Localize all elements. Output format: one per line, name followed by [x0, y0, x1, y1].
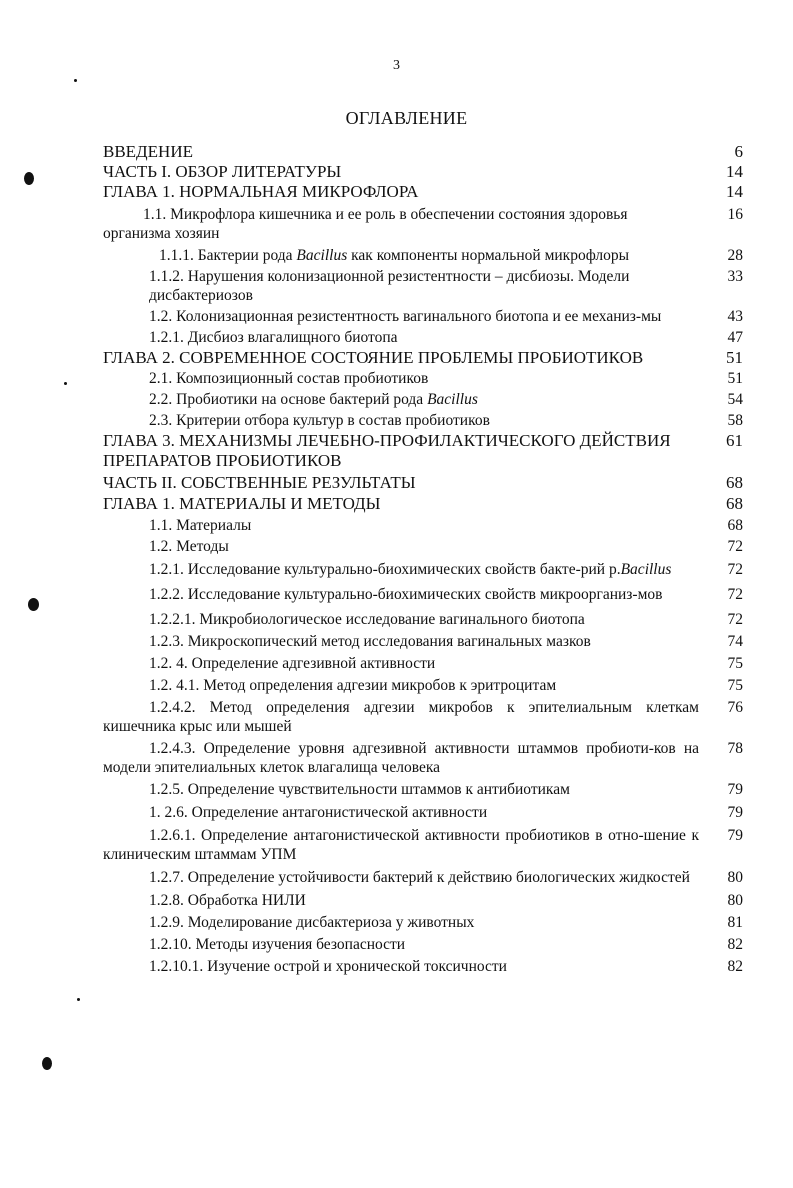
table-of-contents: [103, 142, 743, 976]
toc-chapter-entry: [103, 162, 743, 182]
toc-entry-title: ГЛАВА 2. СОВРЕМЕННОЕ СОСТОЯНИЕ ПРОБЛЕМЫ ПРОБИОТИКОВ: [103, 348, 644, 367]
toc-entry: [103, 205, 743, 243]
toc-entry-title: ЧАСТЬ I. ОБЗОР ЛИТЕРАТУРЫ: [103, 162, 342, 181]
toc-entry-page: 47: [727, 329, 743, 346]
toc-entry-page: 82: [727, 958, 743, 975]
toc-entry-page: 51: [726, 348, 743, 367]
genus-name: Bacillus: [427, 391, 478, 408]
toc-entry-title: 1.2.5. Определение чувствительности штаммов к антибиотикам: [149, 781, 570, 798]
toc-chapter-entry: [103, 431, 743, 471]
toc-entry: [103, 585, 743, 604]
toc-entry: [103, 739, 743, 777]
page-number: 3: [393, 58, 400, 73]
toc-entry-page: 72: [727, 586, 743, 603]
toc-entry-title: ГЛАВА 3. МЕХАНИЗМЫ ЛЕЧЕБНО-ПРОФИЛАКТИЧЕСКОГО ДЕЙСТВИЯ ПРЕПАРАТОВ ПРОБИОТИКОВ: [103, 431, 671, 470]
toc-entry-page: 80: [727, 892, 743, 909]
toc-entry-title: 1.2. Колонизационная резистентность вагинального биотопа и ее механиз-мы: [149, 308, 662, 325]
toc-entry-title: 1.1. Микрофлора кишечника и ее роль в обеспечении состояния здоровья организма хозяин: [103, 206, 628, 242]
toc-entry-page: 75: [727, 677, 743, 694]
toc-entry-page: 43: [727, 308, 743, 325]
toc-chapter-entry: [103, 182, 743, 202]
toc-entry-page: 58: [727, 412, 743, 429]
toc-entry-page: 80: [727, 869, 743, 886]
toc-chapter-entry: [103, 473, 743, 493]
toc-entry: [103, 267, 743, 305]
toc-entry-title: 1.2.10.1. Изучение острой и хронической токсичности: [149, 958, 507, 975]
toc-entry: [103, 935, 743, 954]
toc-entry-page: 33: [727, 268, 743, 285]
toc-chapter-entry: [103, 494, 743, 514]
toc-entry-page: 14: [726, 182, 743, 201]
toc-entry: [103, 246, 743, 265]
toc-entry: [103, 516, 743, 535]
toc-entry-title: 1.2.10. Методы изучения безопасности: [149, 936, 406, 953]
toc-entry-page: 72: [727, 538, 743, 555]
toc-entry-page: 81: [727, 914, 743, 931]
toc-chapter-entry: [103, 142, 743, 162]
toc-entry: [103, 610, 743, 629]
scan-speck: [74, 79, 77, 82]
scan-speck: [64, 382, 67, 385]
toc-entry-title: 1.2. Методы: [149, 538, 229, 555]
toc-entry: [103, 698, 743, 736]
toc-entry-title: ВВЕДЕНИЕ: [103, 142, 193, 161]
toc-entry-title: 2.3. Критерии отбора культур в состав пробиотиков: [149, 412, 490, 429]
toc-entry: [103, 632, 743, 651]
toc-entry: [103, 328, 743, 347]
toc-entry-title: 1.2.3. Микроскопический метод исследования вагинальных мазков: [149, 633, 591, 650]
toc-entry: [103, 826, 743, 864]
toc-entry-title: 1.2. 4.1. Метод определения адгезии микробов к эритроцитам: [149, 677, 557, 694]
toc-entry: [103, 803, 743, 822]
toc-entry-title: 1.2.8. Обработка НИЛИ: [149, 892, 306, 909]
toc-entry-page: 78: [727, 740, 743, 757]
scan-speck: [24, 172, 34, 185]
toc-entry-title: 1.2.7. Определение устойчивости бактерий к действию биологических жидкостей: [149, 869, 690, 886]
toc-entry-page: 79: [727, 827, 743, 844]
scan-speck: [28, 598, 39, 611]
toc-entry: [103, 369, 743, 388]
toc-entry: [103, 390, 743, 409]
toc-entry: [103, 654, 743, 673]
genus-name: Bacillus: [296, 247, 348, 264]
toc-chapter-entry: [103, 348, 743, 368]
toc-entry-title: 1.2.1. Дисбиоз влагалищного биотопа: [149, 329, 398, 346]
toc-entry-title: 1.2.2.1. Микробиологическое исследование вагинального биотопа: [149, 611, 585, 628]
toc-entry-page: 28: [727, 247, 743, 264]
toc-entry-page: 76: [727, 699, 743, 716]
toc-entry-page: 79: [727, 781, 743, 798]
toc-entry-page: 68: [726, 494, 743, 513]
toc-entry-page: 51: [727, 370, 743, 387]
toc-entry: [103, 307, 743, 326]
toc-entry: [103, 891, 743, 910]
toc-entry-title: 2.1. Композиционный состав пробиотиков: [149, 370, 429, 387]
toc-entry-title: 1.2.4.2. Метод определения адгезии микробов к эпителиальным клеткам кишечника крыс или мышей: [103, 699, 699, 735]
toc-entry-title: 1.2. 4. Определение адгезивной активности: [149, 655, 436, 672]
toc-entry-title: 1.2.9. Моделирование дисбактериоза у животных: [149, 914, 475, 931]
toc-entry: [103, 411, 743, 430]
toc-entry-title: 1.1.2. Нарушения колонизационной резистентности – дисбиозы. Модели дисбактериозов: [149, 268, 630, 304]
toc-entry-title: ЧАСТЬ II. СОБСТВЕННЫЕ РЕЗУЛЬТАТЫ: [103, 473, 416, 492]
toc-entry: [103, 913, 743, 932]
toc-entry-page: 6: [734, 142, 743, 161]
toc-entry: [103, 780, 743, 799]
toc-entry-title: 1. 2.6. Определение антагонистической активности: [149, 804, 488, 821]
toc-entry-title: 1.2.6.1. Определение антагонистической активности пробиотиков в отно-шение к клиническим штаммам УПМ: [103, 827, 699, 863]
scan-speck: [42, 1057, 52, 1070]
toc-entry-title: ГЛАВА 1. МАТЕРИАЛЫ И МЕТОДЫ: [103, 494, 381, 513]
toc-entry-page: 68: [726, 473, 743, 492]
toc-entry-page: 16: [727, 206, 743, 223]
toc-entry-page: 75: [727, 655, 743, 672]
toc-entry-title: 2.2. Пробиотики на основе бактерий рода Bacillus: [149, 391, 478, 408]
genus-name: Bacillus: [620, 561, 672, 578]
toc-entry-title: 1.2.2. Исследование культурально-биохимических свойств микроорганиз-мов: [149, 586, 663, 603]
toc-entry-page: 68: [727, 517, 743, 534]
toc-entry-title: 1.2.1. Исследование культурально-биохимических свойств бакте-рий р.Bacillus: [149, 561, 672, 578]
toc-entry-page: 61: [726, 431, 743, 450]
toc-title: ОГЛАВЛЕНИЕ: [345, 108, 468, 128]
scan-speck: [77, 998, 80, 1001]
toc-entry: [103, 676, 743, 695]
toc-entry-title: ГЛАВА 1. НОРМАЛЬНАЯ МИКРОФЛОРА: [103, 182, 419, 201]
toc-entry-page: 54: [727, 391, 743, 408]
toc-entry: [103, 560, 743, 579]
toc-entry-title: 1.1.1. Бактерии рода Bacillus как компоненты нормальной микрофлоры: [159, 247, 630, 264]
toc-entry-page: 79: [727, 804, 743, 821]
toc-entry: [103, 957, 743, 976]
toc-entry-page: 72: [727, 561, 743, 578]
toc-entry-page: 82: [727, 936, 743, 953]
toc-entry-page: 14: [726, 162, 743, 181]
toc-entry-title: 1.2.4.3. Определение уровня адгезивной активности штаммов пробиоти-ков на модели эпителиальных клеток влагалища человека: [103, 740, 699, 776]
toc-entry-page: 74: [727, 633, 743, 650]
toc-entry-title: 1.1. Материалы: [149, 517, 252, 534]
toc-entry: [103, 868, 743, 887]
toc-entry-page: 72: [727, 611, 743, 628]
toc-entry: [103, 537, 743, 556]
